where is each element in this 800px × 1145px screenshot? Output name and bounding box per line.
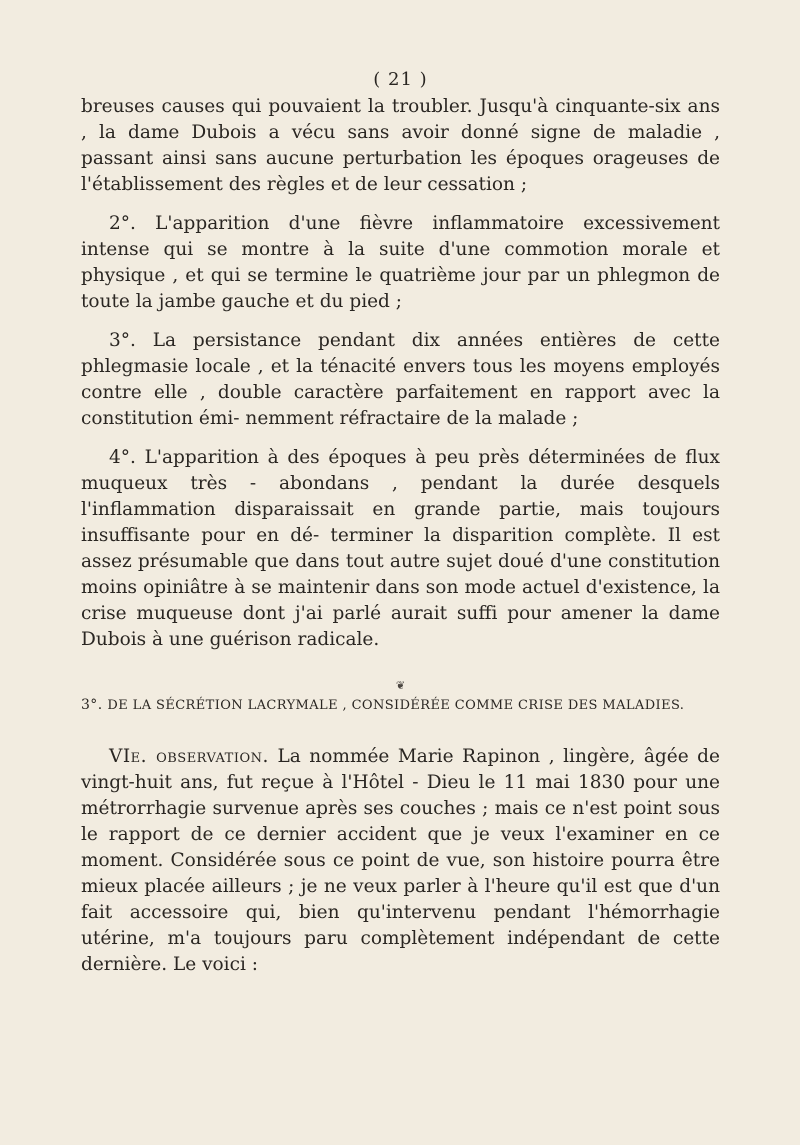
observation-text: La nommée Marie Rapinon , lingère, âgée de vingt-huit ans, fut reçue à l'Hôtel - Dieu le 11 mai 1830 pour une métrorrhagie survenue après ses couches ; mais ce n'est point sous le rapport de ce dernier accident que je veux l'examiner en ce moment. Considérée sous ce point de vue, son histoire pourra être mieux placée ailleurs ; je ne veux parler à l'heure qu'il est que d'un fait accessoire qui, bien qu'intervenu pendant l'hémorrhagie utérine, m'a toujours paru complètement indépendant de cette dernière. Le voici : (81, 746, 720, 975)
section-heading-number: 3°. (81, 697, 103, 713)
observation-paragraph (81, 744, 720, 978)
paragraph-continuation: breuses causes qui pouvaient la troubler. Jusqu'à cinquante-six ans , la dame Dubois a vécu sans avoir donné signe de maladie , passant ainsi sans aucune perturbation les époques orageuses de l'établissement des règles et de leur cessation ; (81, 96, 720, 195)
section-heading (81, 695, 720, 716)
ornament-glyph: ❦ (395, 679, 406, 692)
observation-label: VIe. observation. (109, 746, 269, 767)
paragraph-item-2: 2°. L'apparition d'une fièvre inflammatoire excessivement intense qui se montre à la suite d'une commotion morale et physique , et qui se termine le quatrième jour par un phlegmon de toute la jambe gauche et du pied ; (81, 213, 720, 312)
book-page (81, 68, 720, 978)
page-number: ( 21 ) (373, 69, 428, 90)
paragraph-item-4: 4°. L'apparition à des époques à peu près déterminées de flux muqueux très - abondans , pendant la durée desquels l'inflammation disparaissait en grande partie, mais toujours insuffisante pour en dé- terminer la disparition complète. Il est assez présumable que dans tout autre sujet doué d'une constitution moins opiniâtre à se maintenir dans son mode actuel d'existence, la crise muqueuse dont j'ai parlé aurait suffi pour amener la dame Dubois à une guérison radicale. (81, 447, 720, 650)
section-heading-title: DE LA SÉCRÉTION LACRYMALE , CONSIDÉRÉE COMME CRISE DES MALADIES. (107, 698, 685, 713)
paragraph-item-3: 3°. La persistance pendant dix années entières de cette phlegmasie locale , et la ténacité envers tous les moyens employés contre elle , double caractère parfaitement en rapport avec la constitution émi- nemment réfractaire de la malade ; (81, 330, 720, 429)
